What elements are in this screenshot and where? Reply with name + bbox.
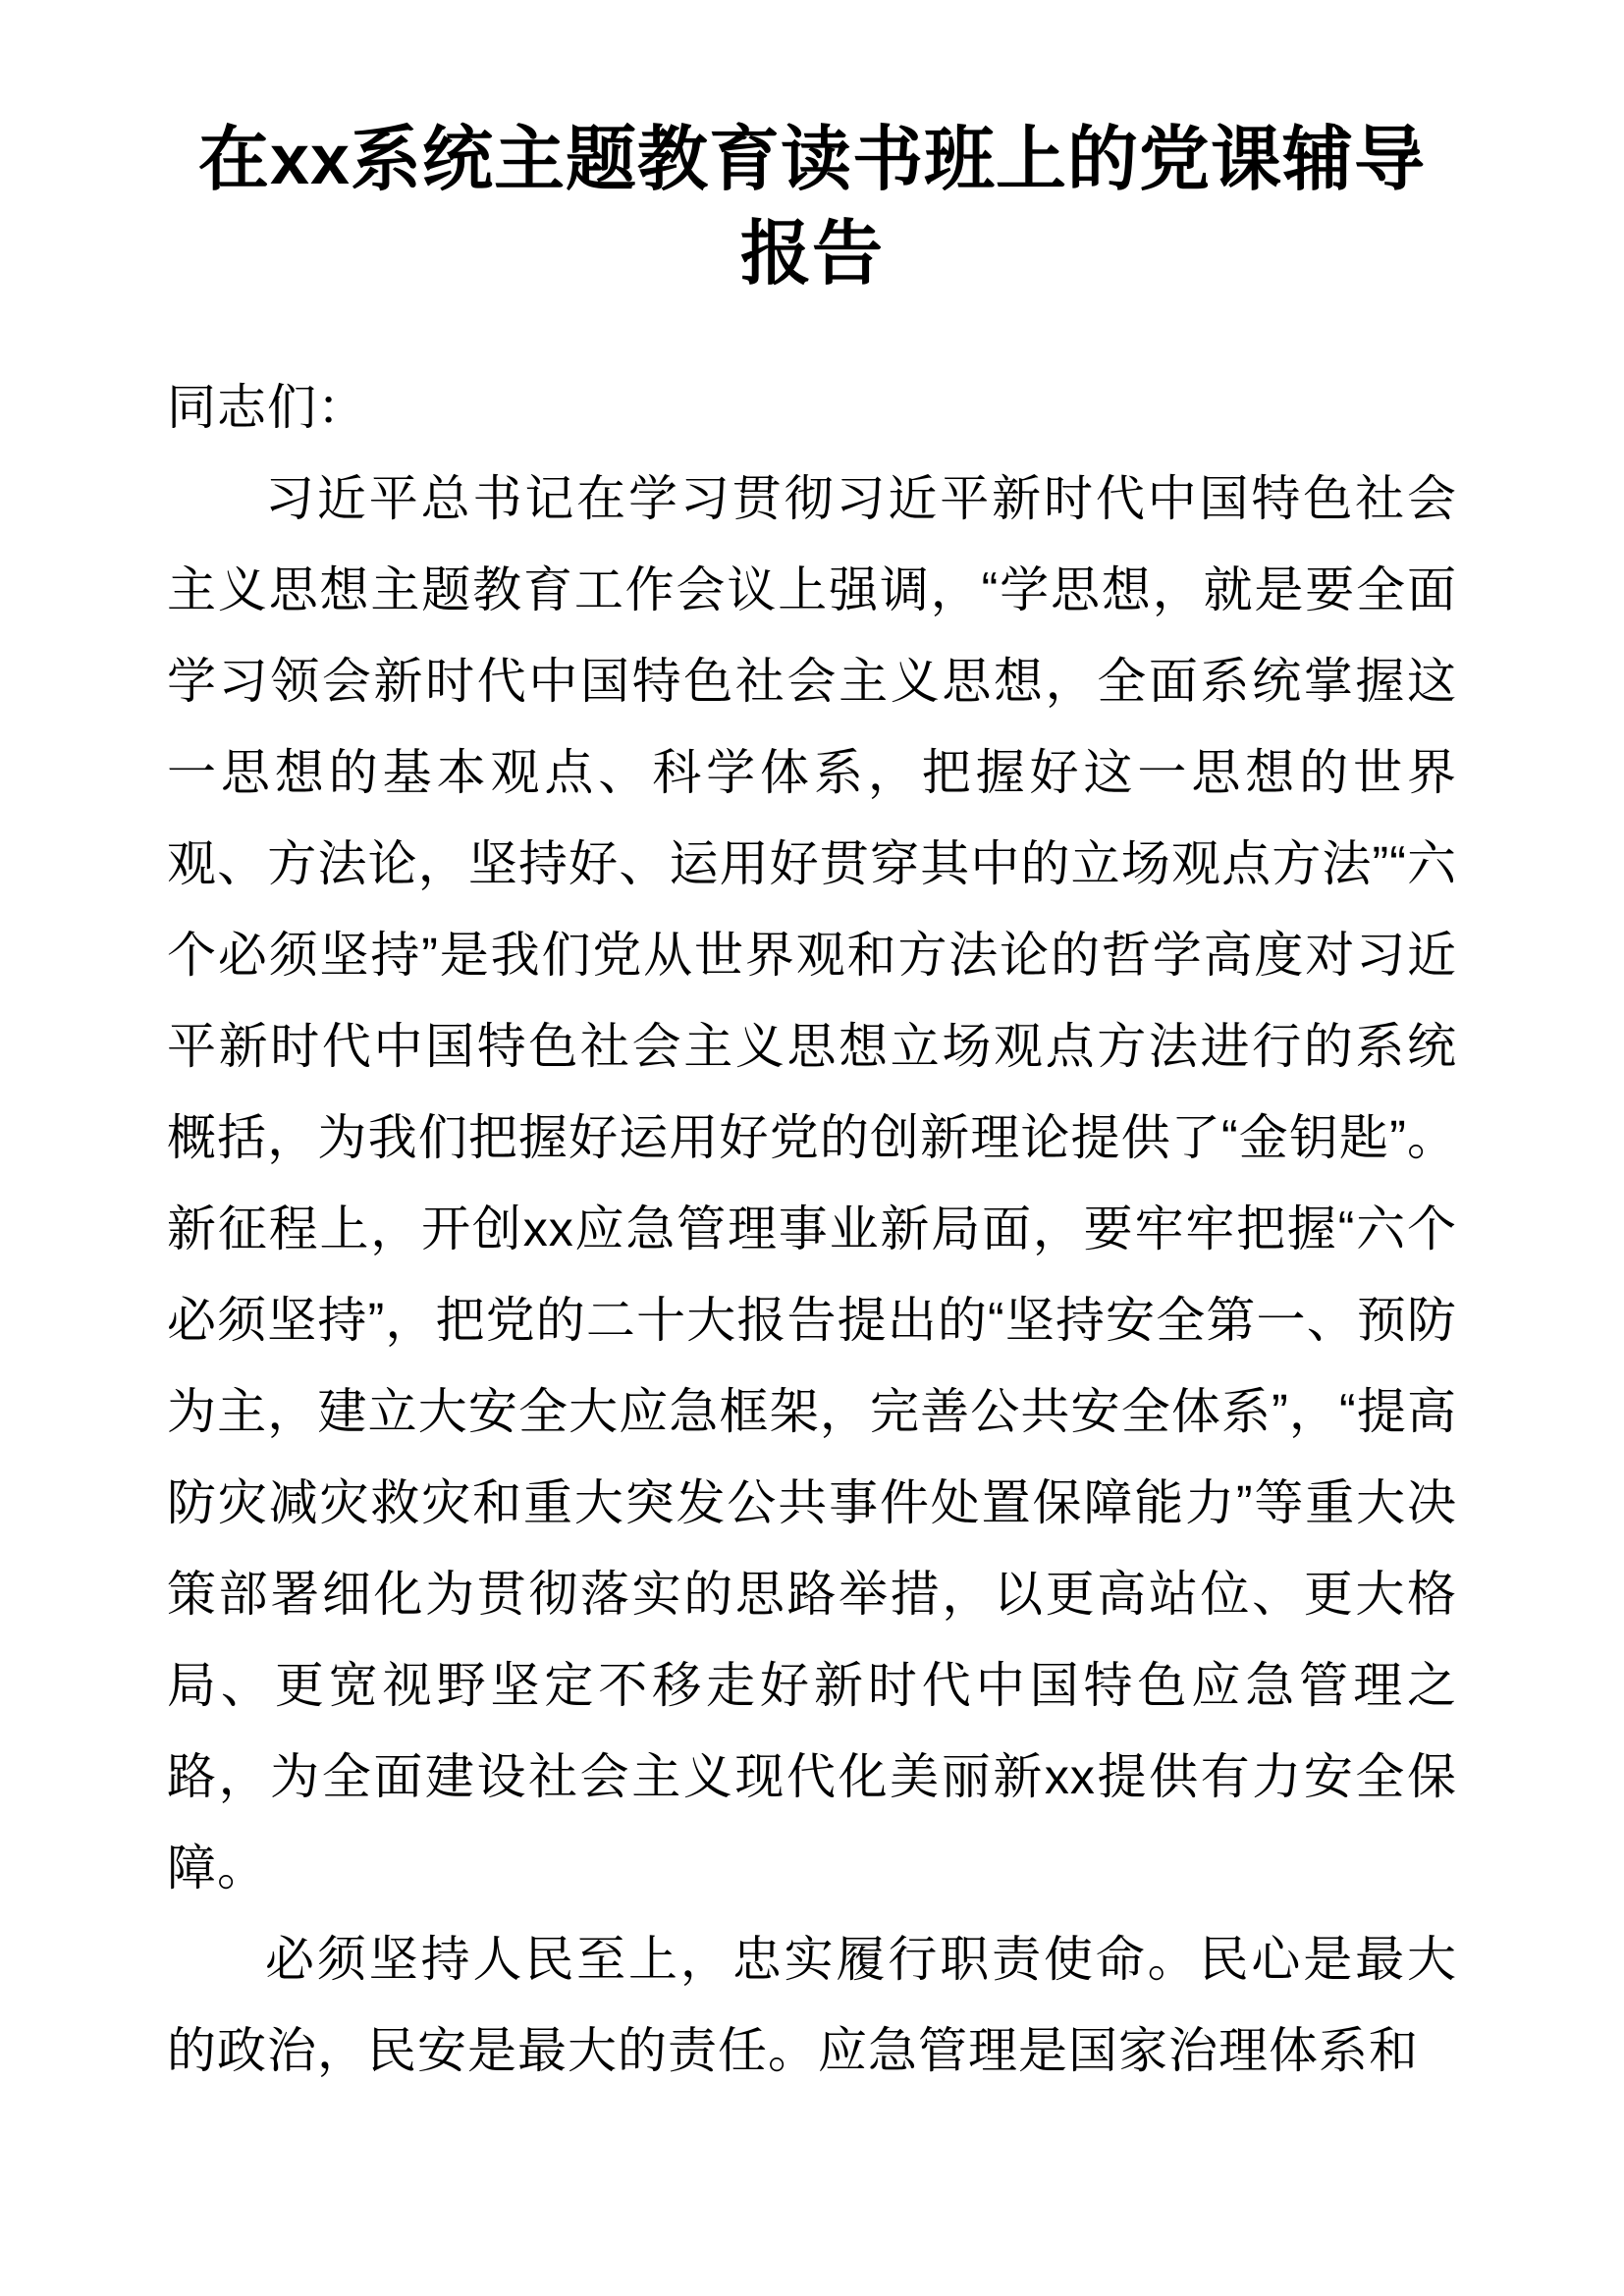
paragraph-salutation: 同志们： (167, 380, 367, 435)
document-title: 在xx系统主题教育读书班上的党课辅导报告 (197, 121, 1427, 294)
paragraph-body-1: 习近平总书记在学习贯彻习近平新时代中国特色社会主义思想主题教育工作会议上强调，“学思想，就是要全面学习领会新时代中国特色社会主义思想，全面系统掌握这一思想的基本观点、科学体系，把握好这一思想的世界观、方法论，坚持好、运用好贯穿其中的立场观点方法”“六个必须坚持”是我们党从世界观和方法论的哲学高度对习近平新时代中国特色社会主义思想立场观点方法进行的系统概括，为我们把握好运用好党的创新理论提供了“金钥匙”。新征程上，开创xx应急管理事业新局面，要牢牢把握“六个必须坚持”，把党的二十大报告提出的“坚持安全第一、预防为主，建立大安全大应急框架，完善公共安全体系”，“提高防灾减灾救灾和重大突发公共事件处置保障能力”等重大决策部署细化为贯彻落实的思路举措，以更高站位、更大格局、更宽视野坚定不移走好新时代中国特色应急管理之路，为全面建设社会主义现代化美丽新xx提供有力安全保障。 (167, 471, 1457, 1896)
paragraph-body-2: 必须坚持人民至上，忠实履行职责使命。民心是最大的政治，民安是最大的责任。应急管理是国家治理体系和 (167, 1932, 1457, 2078)
